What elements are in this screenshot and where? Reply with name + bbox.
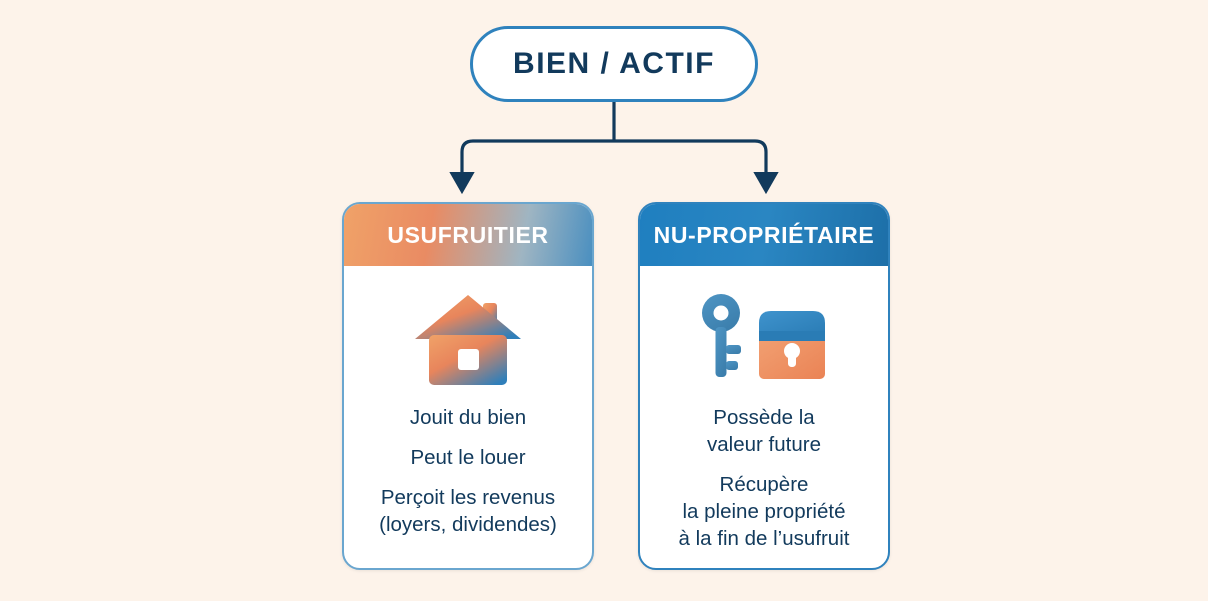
list-item: à la fin de l’usufruit [678, 527, 850, 550]
card-usufruitier-text [379, 404, 557, 538]
card-usufruitier-header [344, 204, 592, 266]
list-item: Possède la [713, 406, 815, 429]
list-item: valeur future [707, 433, 821, 456]
card-nu-proprietaire-header [640, 204, 888, 266]
root-node-bien-actif[interactable] [470, 26, 758, 102]
list-item: Peut le louer [410, 446, 526, 469]
card-nu-proprietaire[interactable] [638, 202, 890, 570]
key-and-chest-icon [689, 280, 839, 398]
list-item: Récupère [719, 473, 809, 496]
root-node-label: BIEN / ACTIF [513, 47, 715, 80]
card-usufruitier-body [344, 266, 592, 538]
list-item: Jouit du bien [409, 406, 527, 429]
list-item: la pleine propriété [682, 500, 846, 523]
list-item: (loyers, dividendes) [379, 513, 557, 536]
house-icon [409, 280, 527, 398]
list-item: Perçoit les revenus [380, 486, 556, 509]
card-usufruitier-title: USUFRUITIER [387, 221, 549, 248]
card-usufruitier[interactable] [342, 202, 594, 570]
card-nu-proprietaire-title: NU-PROPRIÉTAIRE [653, 221, 875, 248]
card-nu-proprietaire-text [679, 404, 850, 552]
card-nu-proprietaire-body [640, 266, 888, 552]
